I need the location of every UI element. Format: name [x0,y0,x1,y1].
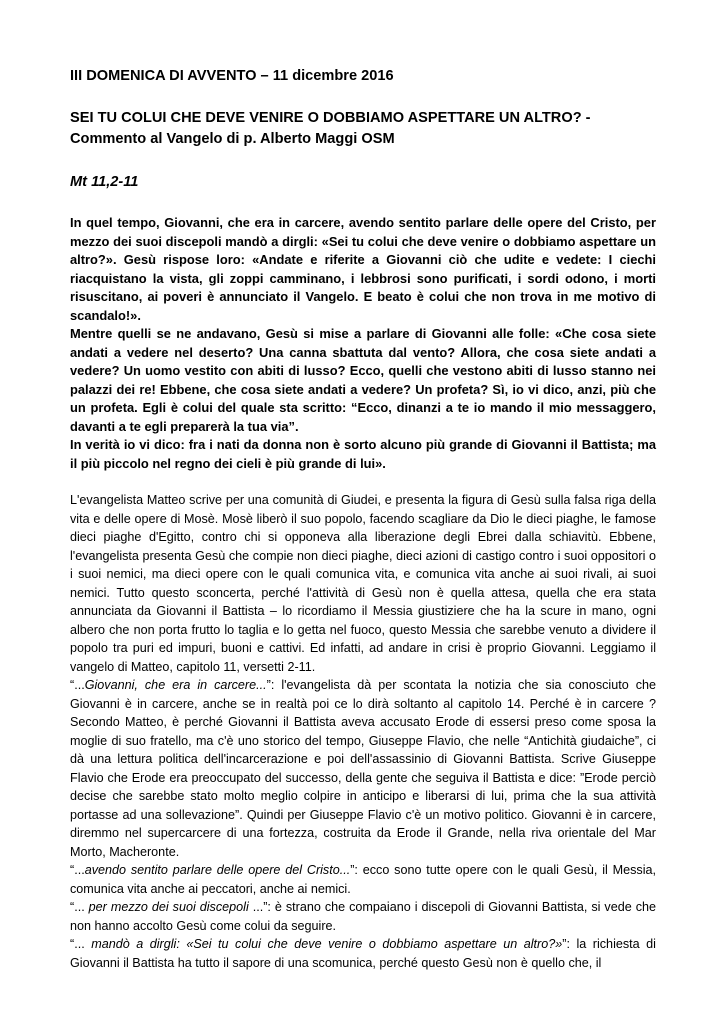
quote-open: “... [70,937,92,951]
quote-open: “... [70,900,89,914]
commentary-paragraph [70,898,656,935]
gospel-paragraph: In quel tempo, Giovanni, che era in carcere, avendo sentito parlare delle opere del Cristo, per mezzo dei suoi discepoli mandò a dirgli: «Sei tu colui che deve venire o dobbiamo aspettare un altro?». Gesù rispose loro: «Andate e riferite a Giovanni ciò che udite e vedete: I ciechi riacquistano la vista, gli zoppi camminano, i lebbrosi sono purificati, i sordi odono, i morti risuscitano, ai poveri è annunciato il Vangelo. E beato è colui che non trova in me motivo di scandalo!». [70,215,656,323]
commentary-paragraph: L'evangelista Matteo scrive per una comunità di Giudei, e presenta la figura di Gesù sulla falsa riga della vita e delle opere di Mosè. Mosè liberò il suo popolo, facendo scagliare da Dio le dieci piaghe, le famose dieci piaghe d'Egitto, contro chi si opponeva alla liberazione degli Ebrei dalla schiavitù. Ebbene, l'evangelista presenta Gesù che compie non dieci piaghe, dieci azioni di castigo contro i suoi oppositori o i suoi nemici, ma dieci opere con le quali comunica vita, e comunica vita anche ai suoi rivali, ai suoi nemici. Tutto questo sconcerta, perché l'attività di Gesù non è quella attesa, quella che era stata annunciata da Giovanni il Battista – lo ricordiamo il Messia giustiziere che ha la scure in mano, ogni albero che non porta frutto lo taglia e lo getta nel fuoco, questo Messia che sarebbe venuto a dividere il popolo tra puri ed impuri, buoni e cattivi. Ed infatti, ad andare in crisi è proprio Giovanni. Leggiamo il vangelo di Matteo, capitolo 11, versetti 2-11. [70,493,656,674]
gospel-paragraph: Mentre quelli se ne andavano, Gesù si mise a parlare di Giovanni alle folle: «Che cosa siete andati a vedere nel deserto? Una canna sbattuta dal vento? Allora, che cosa siete andati a vedere? Un uomo vestito con abiti di lusso? Ecco, quelli che vestono abiti di lusso stanno nei palazzi dei re! Ebbene, che cosa siete andati a vedere? Un profeta? Sì, io vi dico, anzi, più che un profeta. Egli è colui del quale sta scritto: “Ecco, dinanzi a te io mando il mio messaggero, davanti a te egli preparerà la tua via”. [70,326,656,434]
document-title: III DOMENICA DI AVVENTO – 11 dicembre 2016 [70,68,394,84]
commentary-text: ”: l'evangelista dà per scontata la notizia che sia conosciuto che Giovanni è in carcere, anche se in realtà poi ce lo dirà soltanto al capitolo 14. Perché è in carcere ? Secondo Matteo, è perché Giovanni il Battista aveva accusato Erode di essersi preso come sposa la moglie di suo fratello, ma c'è uno storico del tempo, Giuseppe Flavio, che nelle “Antichità giudaiche”, ci dà una lettura politica dell'incarcerazione e poi dell'assassinio di Giovanni Battista. Scrive Giuseppe Flavio che Erode era preoccupato del successo, della gente che seguiva il Battista e dice: ”Erode perciò decise che sarebbe stato molto meglio colpire in anticipo e liberarsi di lui, prima che la sua attività portasse ad una sollevazione”. Quindi per Giuseppe Flavio c'è un motivo politico. Giovanni è in carcere, diremmo nel supercarcere di una fortezza, costruita da Erode il Grande, nella riva orientale del Mar Morto, Macheronte. [70,678,656,859]
gospel-quote: per mezzo dei suoi discepoli [88,900,249,914]
commentary-paragraph [70,861,656,898]
document-subtitle: SEI TU COLUI CHE DEVE VENIRE O DOBBIAMO ASPETTARE UN ALTRO? - Commento al Vangelo di p. Alberto Maggi OSM [70,110,591,147]
commentary-paragraph [70,676,656,861]
commentary-text: ”: ecco sono tutte opere con le quali Gesù, il Messia, comunica vita anche ai peccatori, anche ai nemici. [70,863,657,896]
document-page [70,66,656,972]
quote-open: “... [70,678,85,692]
quote-open: “... [70,863,85,877]
commentary-text: ...”: è strano che compaiano i discepoli di Giovanni Battista, si vede che non hanno accolto Gesù come colui da seguire. [70,900,656,933]
gospel-paragraph: In verità io vi dico: fra i nati da donna non è sorto alcuno più grande di Giovanni il Battista; ma il più piccolo nel regno dei cieli è più grande di lui». [70,437,656,471]
commentary [70,491,656,972]
gospel-text [70,214,656,473]
gospel-reference: Mt 11,2-11 [70,174,139,190]
gospel-quote: mandò a dirgli: «Sei tu colui che deve venire o dobbiamo aspettare un altro?» [91,937,563,951]
commentary-text: ”: la richiesta di Giovanni il Battista ha tutto il sapore di una scomunica, perché questo Gesù non è quello che, il [70,937,656,970]
gospel-quote: avendo sentito parlare delle opere del Cristo... [84,863,351,877]
gospel-quote: Giovanni, che era in carcere... [84,678,267,692]
commentary-paragraph [70,935,656,972]
